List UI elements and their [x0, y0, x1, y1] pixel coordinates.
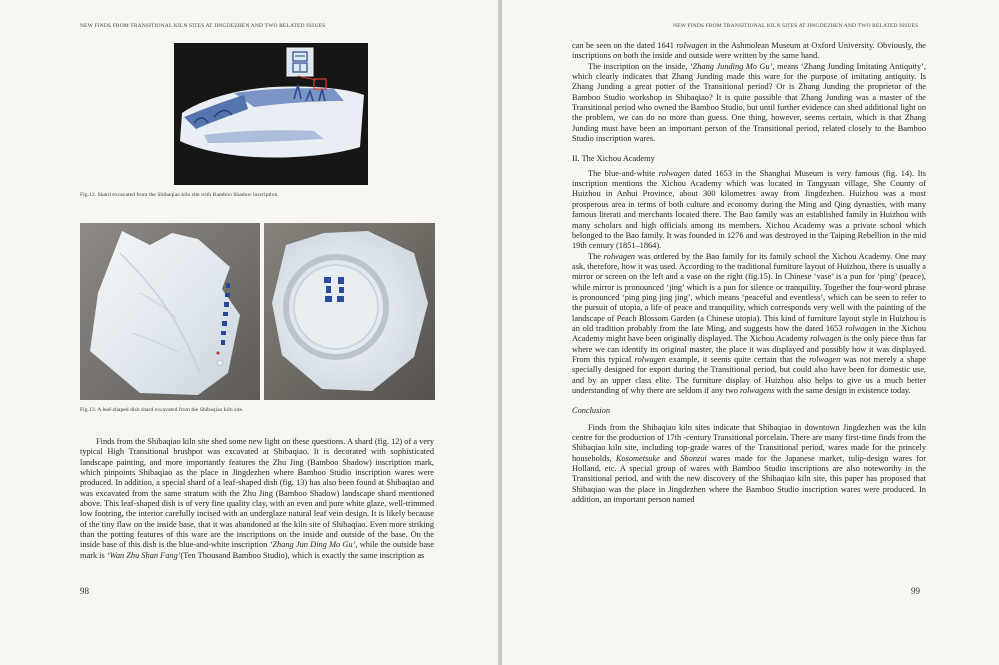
- italic-term: ‘Zhang Junding Mo Gu’: [689, 61, 773, 71]
- fig12-caption: Fig.12. Shard excavated from the Shibaqiao kiln site with Bamboo Shadow inscription.: [80, 192, 279, 198]
- italic-term: rolwagen: [676, 41, 708, 50]
- text-run: in the Ashmolean Museum at Oxford University. Obviously, the inscriptions on both the inside and outside were written by the same hand.: [572, 41, 926, 61]
- fig12-shard-photo: [174, 43, 368, 185]
- running-head-right: NEW FINDS FROM TRANSITIONAL KILN SITES AT JINGDEZHEN AND TWO RELATED ISSUES: [673, 23, 919, 29]
- text-run: is the only piece thus far where we can identify its original master, the place it was displayed and possibly how it was displayed. From this typical: [572, 334, 926, 364]
- text-run: and: [659, 453, 681, 463]
- italic-term: rolwagens: [740, 386, 775, 395]
- fig13-shard-interior-photo: [80, 223, 260, 400]
- right-paragraph-2: [572, 62, 926, 145]
- italic-term: rolwagen: [845, 323, 877, 333]
- text-run: in the Xichou Academy might have been originally displayed. The Xichou Academy: [572, 323, 926, 344]
- italic-term: rolwagen: [810, 334, 842, 344]
- text-run: example, it seems quite certain that the: [665, 354, 810, 364]
- conclusion-heading: Conclusion: [572, 406, 611, 416]
- text-run: Finds from the Shibaqiao kiln sites indicate that Shibaqiao in downtown Jingdezhen was the kiln centre for the production of 17th -century Transitional porcelain. There are many first-time finds from the Shibaqiao kiln site, including top-grade wares of the Transitional period, wares made for the princely households,: [572, 422, 926, 463]
- left-paragraph: [80, 437, 434, 561]
- text-run: (Ten Thousand Bamboo Studio), which is exactly the same inscription as: [180, 550, 425, 560]
- page-number-right: 99: [911, 586, 920, 596]
- text-run: The: [588, 251, 604, 261]
- text-run: was not merely a shape specially designed for export during the Transitional period, but could also have been for domestic use, and by an upper class elite. The furniture display of Huizhou also helps to give us a much better understanding of why there are seldom if any two: [572, 354, 926, 395]
- italic-term: rolwagen: [634, 354, 666, 364]
- text-run: can be seen on the dated 1641: [572, 41, 677, 50]
- italic-term: rolwagen: [658, 168, 690, 178]
- page-number-left: 98: [80, 586, 89, 596]
- italic-term: Shonzui: [680, 453, 707, 463]
- inscription-inside: ‘Zhang Jun Ding Mo Gu’: [269, 540, 356, 550]
- text-run: with the same design in existence today.: [774, 386, 911, 395]
- running-head-left: NEW FINDS FROM TRANSITIONAL KILN SITES AT JINGDEZHEN AND TWO RELATED ISSUES: [80, 23, 326, 29]
- fig13-shard-base-photo: [264, 223, 435, 400]
- right-paragraph-1: [572, 41, 926, 62]
- right-paragraph-3: [572, 169, 926, 252]
- left-body-text: [80, 437, 434, 561]
- right-page: [502, 0, 999, 665]
- text-run: Finds from the Shibaqiao kiln site shed some new light on these questions. A shard (fig. 12) of a very typical High Transitional brushpot was excavated at Shibaqiao. It is decorated with sophisticated landscape painting, and more importantly features the Zhu Jing (Bamboo Shadow) inscription mark, which pinpoints Shibaqiao as the place in Jingdezhen where Bamboo Studio inscription wares were produced. In addition, a special shard of a leaf-shaped dish (fig. 13) has also been found at Shibaqiao and was excavated from the same stratum with the Zhu Jing (Bamboo Shadow) landscape shard mentioned above. This leaf-shaped dish is of very fine quality clay, with an even and pure white glaze, well-trimmed low footring, the interior carefully incised with an underglaze natural leaf vein design. It is likely because of the tiny flaw on the inside base, that it was abandoned at the kiln site of Shibaqiao. Even more striking than the potting features of this ware are the inscriptions on the inside and outside of the base. On the inside base of this dish is the blue-and-white inscription: [80, 437, 434, 550]
- text-run: wares made for the Japanese market, tulip-design wares for Holland, etc. A special group of wares with Bamboo Studio inscriptions are also noteworthy in the Transitional period, and with the new discovery of the Shibaqiao kiln site, this paper has proposed that Shibaqiao was the place in Jingdezhen where the Bamboo Studio inscription wares were produced. In addition, an important person named: [572, 453, 926, 505]
- text-run: dated 1653 in the Shanghai Museum is very famous (fig. 14). Its inscription mentions the Xichou Academy which was located in Tangyuan village, She County of Huizhou in Anhui Province, about 300 kilometres away from Jingdezhen. Huizhou was a most prosperous area in terms of both culture and economy during the Ming and Qing dynasties, with many famous literati and merchants located there. The Bao family was an established family in Huizhou with many scholars and high officials among its members. Xichou Academy was a private school which belonged to the Bao family. It was founded in 1276 and was destroyed in the Taiping Rebellion in the mid 19th century (1851–1864).: [572, 168, 926, 251]
- italic-term: rolwagen: [603, 251, 635, 261]
- text-run: , means ‘Zhang Junding Imitating Antiquity’, which clearly indicates that Zhang Junding made this ware for the purpose of imitating antiquity. Is Zhang Junding a great potter of the Transitional period? Or is Zhang Junding the proprietor of the Bamboo Studio workshop in Shibaqiao? It is quite possible that Zhang Junding was a master of the Transitional period who owned the Bamboo Studio, but until further evidence can shed additional light on the problem, we can do no more than guess. One thing, however, seems certain, which is that Zhang Junding must have been an important person of the Transitional period, related closely to the Bamboo Studio inscription wares.: [572, 61, 926, 144]
- right-paragraph-5: [572, 423, 926, 506]
- fig13-caption: Fig.13. A leaf-shaped dish shard excavated from the Shibaqiao kiln site.: [80, 407, 244, 413]
- right-paragraph-4: [572, 252, 926, 397]
- inscription-outside: ‘Wan Zhu Shan Fang’: [106, 550, 181, 560]
- text-run: was ordered by the Bao family for its family school the Xichou Academy. One may ask, therefore, how it was used. According to the traditional furniture layout of Huizhou, there is usually a mirror or screen on the left and a vase on the right (fig.15). In Chinese ‘vase’ is a pun for ‘ping’ (peace), while mirror is pronounced ‘jing’ which is a pun for silence or tranquility. Together the four-word phrase is pronounced ‘ping ping jing jing’, which means ‘peaceful and eventless’, which can be seen to refer to the pursuit of utopia, a life of peace and tranquility, which corresponds very well with the painting of the landscape of Peach Blossom Garden (a Chinese utopia). This kind of furniture layout style in Huizhou is an old tradition probably from the late Ming, and suggests how the dated 1653: [572, 251, 926, 333]
- section-heading-xichou: II. The Xichou Academy: [572, 154, 655, 164]
- right-body-text: [572, 41, 926, 505]
- italic-term: Kosometsuke: [615, 453, 660, 463]
- text-run: The inscription on the inside,: [588, 61, 690, 71]
- italic-term: rolwagen: [809, 354, 841, 364]
- text-run: The blue-and-white: [588, 168, 659, 178]
- text-run: , while the outside base mark is: [80, 540, 434, 560]
